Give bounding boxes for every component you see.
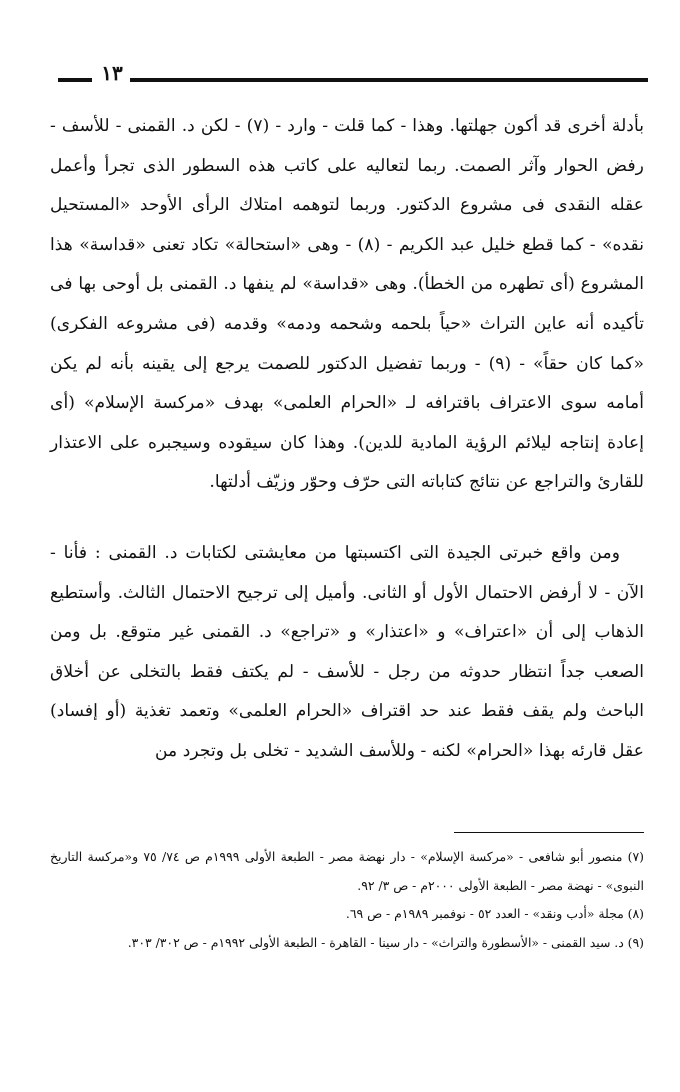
- page-number: ١٣: [101, 61, 123, 85]
- footnote-9: (٩) د. سيد القمنى - «الأسطورة والتراث» - دار سينا - القاهرة - الطبعة الأولى ١٩٩٢م - ص ٣٠٢/ ٣٠٣.: [127, 934, 644, 950]
- footnote-8: (٨) مجلة «أدب ونقد» - العدد ٥٢ - نوفمبر ١٩٨٩م - ص ٦٩.: [345, 906, 644, 921]
- footnote-7: (٧) منصور أبو شافعى - «مركسة الإسلام» - دار نهضة مصر - الطبعة الأولى ١٩٩٩م ص ٧٤/ ٧٥ و«مركسة التاريخ النبوى» - نهضة مصر - الطبعة الأولى ٢٠٠٠م - ص ٣/ ٩٢.: [50, 849, 644, 893]
- paragraph: بأدلة أخرى قد أكون جهلتها. وهذا - كما قلت - وارد - (٧) - لكن د. القمنى - للأسف - رفض الحوار وآثر الصمت. ربما لتعاليه على كاتب هذه السطور الذى تجرأ وأعمل عقله النقدى فى مشروع الدكتور. وربما لتوهمه امتلاك الرأى الأوحد «المستحيل نقده» - كما قطع خليل عبد الكريم - (٨) - وهى «استحالة» تكاد تعنى «قداسة» هذا المشروع (أى تطهره من الخطأ). وهى «قداسة» لم ينفها د. القمنى بل أوحى بها فى تأكيده أنه عاين التراث «حياً بلحمه وشحمه ودمه» وقدمه (فى مشروعه الفكرى) «كما كان حقاً» - (٩) - وربما تفضيل الدكتور للصمت يرجع إلى يقينه بأنه لم يكن أمامه سوى الاعتراف باقترافه لـ «الحرام العلمى» بهدف «مركسة الإسلام» (أى إعادة إنتاجه ليلائم الرؤية المادية للدين). وهذا كان سيقوده وسيجبره على الاعتذار للقارئ والتراجع عن نتائج كتاباته التى حرّف وحوّر وزيّف أدلتها.: [50, 116, 644, 493]
- header-rule-short: [58, 78, 92, 82]
- footnote-separator: [454, 832, 644, 833]
- page-header: [58, 58, 648, 92]
- main-text: [50, 107, 644, 772]
- footnotes: [50, 843, 644, 957]
- paragraph: ومن واقع خبرتى الجيدة التى اكتسبتها من معايشتى لكتابات د. القمنى : فأنا - الآن - لا أرفض الاحتمال الأول أو الثانى. وأميل إلى ترجيح الاحتمال الثالث. وأستطيع الذهاب إلى أن «اعتراف» و «اعتذار» و «تراجع» د. القمنى غير متوقع. بل ومن الصعب جداً انتظار حدوثه من رجل - للأسف - لم يكتف فقط بالتخلى عن أخلاق الباحث ولم يقف فقط عند حد اقتراف «الحرام العلمى» وتعمد تغذية (أو إفساد) عقل قارئه بهذا «الحرام» لكنه - وللأسف الشديد - تخلى بل وتجرد من: [50, 542, 644, 761]
- header-rule-long: [130, 78, 648, 82]
